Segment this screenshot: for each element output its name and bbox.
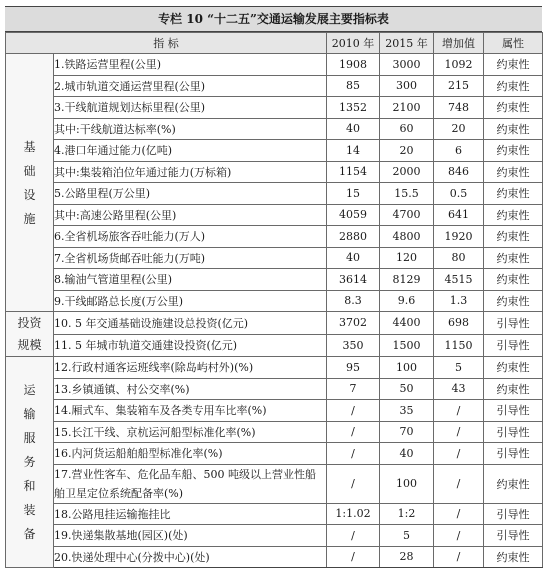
cell-indicator: 17.营业性客车、危化品车船、500 吨级以上营业性船舶卫星定位系统配备率(%) bbox=[54, 464, 327, 503]
cell-y2010: / bbox=[327, 525, 380, 547]
cell-y2010: 1352 bbox=[327, 97, 380, 119]
cell-increase: / bbox=[434, 443, 484, 465]
cell-y2015: 8129 bbox=[380, 269, 434, 291]
cell-increase: 20 bbox=[434, 118, 484, 140]
table-row bbox=[6, 269, 543, 291]
cell-y2015: 40 bbox=[380, 443, 434, 465]
cell-y2010: 1:1.02 bbox=[327, 503, 380, 525]
indicator-table bbox=[5, 32, 543, 568]
cell-attribute: 引导性 bbox=[484, 525, 543, 547]
table-row bbox=[6, 357, 543, 379]
cell-attribute: 约束性 bbox=[484, 226, 543, 248]
cell-indicator: 20.快递处理中心(分拨中心)(处) bbox=[54, 546, 327, 568]
cell-indicator: 5.公路里程(万公里) bbox=[54, 183, 327, 205]
cell-y2015: 9.6 bbox=[380, 290, 434, 312]
cell-attribute: 引导性 bbox=[484, 400, 543, 422]
cell-increase: / bbox=[434, 421, 484, 443]
table-row bbox=[6, 226, 543, 248]
cell-attribute: 约束性 bbox=[484, 269, 543, 291]
table-row bbox=[6, 443, 543, 465]
cell-y2015: 5 bbox=[380, 525, 434, 547]
cell-attribute: 约束性 bbox=[484, 75, 543, 97]
table-row bbox=[6, 421, 543, 443]
table-row bbox=[6, 503, 543, 525]
table-row bbox=[6, 75, 543, 97]
cell-y2010: 3702 bbox=[327, 312, 380, 335]
cell-indicator: 6.全省机场旅客吞吐能力(万人) bbox=[54, 226, 327, 248]
cell-y2015: 20 bbox=[380, 140, 434, 162]
cell-y2010: 350 bbox=[327, 334, 380, 357]
cell-increase: 5 bbox=[434, 357, 484, 379]
header-2010: 2010 年 bbox=[327, 33, 380, 54]
header-indicator: 指 标 bbox=[6, 33, 327, 54]
cell-indicator: 19.快递集散基地(园区)(处) bbox=[54, 525, 327, 547]
cell-indicator: 2.城市轨道交通运营里程(公里) bbox=[54, 75, 327, 97]
cell-increase: / bbox=[434, 400, 484, 422]
cell-indicator: 18.公路甩挂运输拖挂比 bbox=[54, 503, 327, 525]
header-row bbox=[6, 33, 543, 54]
cell-y2015: 100 bbox=[380, 357, 434, 379]
cell-attribute: 引导性 bbox=[484, 421, 543, 443]
header-increase: 增加值 bbox=[434, 33, 484, 54]
cell-y2015: 1500 bbox=[380, 334, 434, 357]
cell-attribute: 引导性 bbox=[484, 312, 543, 335]
cell-y2015: 50 bbox=[380, 378, 434, 400]
table-row bbox=[6, 290, 543, 312]
cell-indicator: 3.干线航道规划达标里程(公里) bbox=[54, 97, 327, 119]
cell-indicator: 7.全省机场货邮吞吐能力(万吨) bbox=[54, 247, 327, 269]
cell-increase: 1920 bbox=[434, 226, 484, 248]
cell-increase: 80 bbox=[434, 247, 484, 269]
cell-increase: / bbox=[434, 464, 484, 503]
cell-attribute: 约束性 bbox=[484, 54, 543, 76]
cell-y2015: 3000 bbox=[380, 54, 434, 76]
cell-increase: 641 bbox=[434, 204, 484, 226]
cell-indicator: 其中:干线航道达标率(%) bbox=[54, 118, 327, 140]
cell-increase: 1.3 bbox=[434, 290, 484, 312]
cell-increase: 4515 bbox=[434, 269, 484, 291]
category-cell bbox=[6, 54, 54, 312]
cell-increase: 748 bbox=[434, 97, 484, 119]
cell-increase: 6 bbox=[434, 140, 484, 162]
table-row bbox=[6, 54, 543, 76]
cell-attribute: 约束性 bbox=[484, 161, 543, 183]
cell-y2010: / bbox=[327, 400, 380, 422]
cell-attribute: 约束性 bbox=[484, 118, 543, 140]
table-row bbox=[6, 312, 543, 335]
cell-y2010: / bbox=[327, 546, 380, 568]
category-cell bbox=[6, 312, 54, 357]
cell-y2015: 120 bbox=[380, 247, 434, 269]
cell-indicator: 12.行政村通客运班线率(除岛屿村外)(%) bbox=[54, 357, 327, 379]
cell-indicator: 1.铁路运营里程(公里) bbox=[54, 54, 327, 76]
cell-y2010: 2880 bbox=[327, 226, 380, 248]
table-title: 专栏 10 “十二五”交通运输发展主要指标表 bbox=[5, 6, 542, 32]
cell-increase: 1150 bbox=[434, 334, 484, 357]
cell-y2010: 3614 bbox=[327, 269, 380, 291]
cell-indicator: 16.内河货运船舶船型标准化率(%) bbox=[54, 443, 327, 465]
cell-increase: / bbox=[434, 525, 484, 547]
cell-indicator: 其中:集装箱泊位年通过能力(万标箱) bbox=[54, 161, 327, 183]
cell-indicator: 13.乡镇通镇、村公交率(%) bbox=[54, 378, 327, 400]
cell-indicator: 4.港口年通过能力(亿吨) bbox=[54, 140, 327, 162]
cell-attribute: 引导性 bbox=[484, 503, 543, 525]
cell-attribute: 约束性 bbox=[484, 140, 543, 162]
cell-y2010: 1908 bbox=[327, 54, 380, 76]
cell-y2010: 7 bbox=[327, 378, 380, 400]
table-row bbox=[6, 400, 543, 422]
cell-attribute: 约束性 bbox=[484, 247, 543, 269]
cell-y2010: / bbox=[327, 443, 380, 465]
cell-y2015: 4800 bbox=[380, 226, 434, 248]
cell-y2015: 100 bbox=[380, 464, 434, 503]
category-label: 投资规模 bbox=[17, 316, 42, 352]
cell-attribute: 约束性 bbox=[484, 97, 543, 119]
cell-indicator: 14.厢式车、集装箱车及各类专用车比率(%) bbox=[54, 400, 327, 422]
cell-increase: 0.5 bbox=[434, 183, 484, 205]
header-attribute: 属性 bbox=[484, 33, 543, 54]
table-row bbox=[6, 546, 543, 568]
cell-indicator: 其中:高速公路里程(公里) bbox=[54, 204, 327, 226]
table-row bbox=[6, 118, 543, 140]
cell-y2010: 4059 bbox=[327, 204, 380, 226]
cell-increase: 698 bbox=[434, 312, 484, 335]
category-cell bbox=[6, 357, 54, 568]
cell-attribute: 约束性 bbox=[484, 290, 543, 312]
cell-indicator: 9.干线邮路总长度(万公里) bbox=[54, 290, 327, 312]
cell-y2010: 40 bbox=[327, 118, 380, 140]
cell-y2015: 70 bbox=[380, 421, 434, 443]
cell-indicator: 8.输油气管道里程(公里) bbox=[54, 269, 327, 291]
cell-y2010: 14 bbox=[327, 140, 380, 162]
cell-y2015: 2100 bbox=[380, 97, 434, 119]
cell-attribute: 约束性 bbox=[484, 378, 543, 400]
table-row bbox=[6, 378, 543, 400]
cell-y2015: 4400 bbox=[380, 312, 434, 335]
cell-y2015: 2000 bbox=[380, 161, 434, 183]
cell-y2010: / bbox=[327, 464, 380, 503]
cell-attribute: 约束性 bbox=[484, 183, 543, 205]
cell-increase: 43 bbox=[434, 378, 484, 400]
table-row bbox=[6, 183, 543, 205]
cell-y2010: / bbox=[327, 421, 380, 443]
cell-attribute: 约束性 bbox=[484, 357, 543, 379]
cell-y2015: 1:2 bbox=[380, 503, 434, 525]
category-label: 基础设施 bbox=[23, 139, 36, 226]
table-row bbox=[6, 525, 543, 547]
cell-y2010: 85 bbox=[327, 75, 380, 97]
cell-increase: / bbox=[434, 503, 484, 525]
table-row bbox=[6, 97, 543, 119]
table-row bbox=[6, 140, 543, 162]
cell-y2010: 1154 bbox=[327, 161, 380, 183]
cell-attribute: 约束性 bbox=[484, 546, 543, 568]
cell-y2015: 35 bbox=[380, 400, 434, 422]
cell-indicator: 15.长江干线、京杭运河船型标准化率(%) bbox=[54, 421, 327, 443]
category-label: 运输服务和装备 bbox=[23, 383, 36, 541]
table-row bbox=[6, 464, 543, 503]
cell-attribute: 约束性 bbox=[484, 204, 543, 226]
table-body bbox=[6, 54, 543, 568]
cell-attribute: 约束性 bbox=[484, 464, 543, 503]
table-row bbox=[6, 204, 543, 226]
cell-y2015: 28 bbox=[380, 546, 434, 568]
cell-y2015: 15.5 bbox=[380, 183, 434, 205]
table-row bbox=[6, 334, 543, 357]
cell-indicator: 10. 5 年交通基础设施建设总投资(亿元) bbox=[54, 312, 327, 335]
cell-y2010: 15 bbox=[327, 183, 380, 205]
cell-increase: / bbox=[434, 546, 484, 568]
table-row bbox=[6, 247, 543, 269]
cell-y2015: 300 bbox=[380, 75, 434, 97]
cell-increase: 846 bbox=[434, 161, 484, 183]
cell-y2010: 40 bbox=[327, 247, 380, 269]
table-row bbox=[6, 161, 543, 183]
cell-y2010: 95 bbox=[327, 357, 380, 379]
cell-y2015: 60 bbox=[380, 118, 434, 140]
cell-y2015: 4700 bbox=[380, 204, 434, 226]
cell-increase: 215 bbox=[434, 75, 484, 97]
cell-indicator: 11. 5 年城市轨道交通建设投资(亿元) bbox=[54, 334, 327, 357]
cell-attribute: 引导性 bbox=[484, 334, 543, 357]
cell-y2010: 8.3 bbox=[327, 290, 380, 312]
cell-attribute: 引导性 bbox=[484, 443, 543, 465]
header-2015: 2015 年 bbox=[380, 33, 434, 54]
cell-increase: 1092 bbox=[434, 54, 484, 76]
